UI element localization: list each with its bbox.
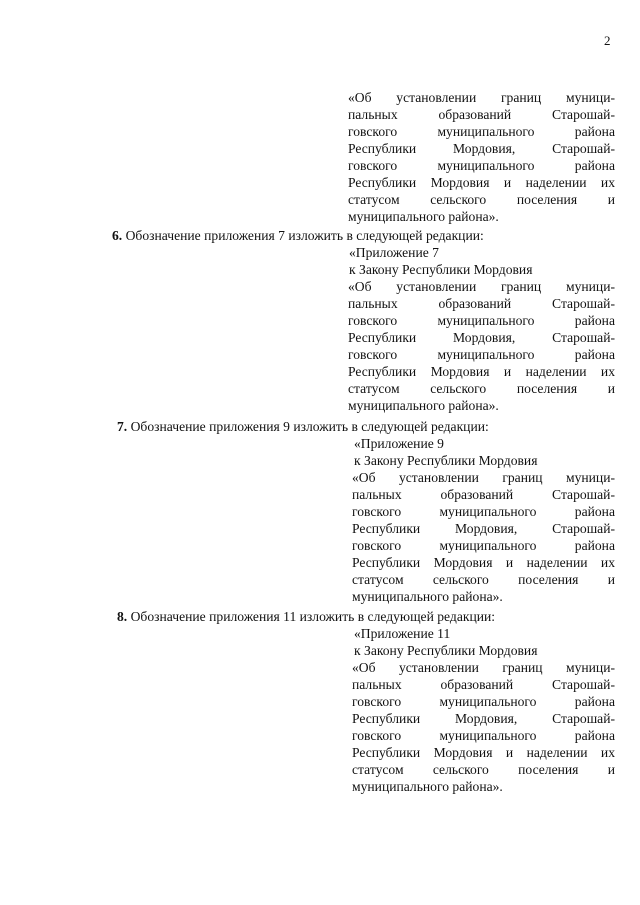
item-heading	[117, 608, 495, 625]
appendix-title: «Приложение 9	[354, 436, 444, 451]
text-line: Республики Мордовия и наделении их	[348, 175, 615, 190]
text-line: говского муниципального района	[352, 728, 615, 743]
text-line: муниципального района».	[352, 589, 503, 604]
text-line: пальных образований Старошай-	[348, 107, 615, 122]
text-line: муниципального района».	[352, 779, 503, 794]
text-line: пальных образований Старошай-	[348, 296, 615, 311]
item-text: Обозначение приложения 9 изложить в следующей редакции:	[127, 419, 489, 434]
text-line: Республики Мордовия и наделении их	[352, 745, 615, 760]
text-line: пальных образований Старошай-	[352, 677, 615, 692]
text-line: муниципального района».	[348, 398, 499, 413]
item-number: 6.	[112, 228, 123, 243]
text-line: говского муниципального района	[352, 504, 615, 519]
text-line: говского муниципального района	[348, 347, 615, 362]
text-line: говского муниципального района	[352, 694, 615, 709]
page-number: 2	[604, 33, 611, 48]
text-line: говского муниципального района	[352, 538, 615, 553]
text-line: статусом сельского поселения и	[352, 762, 615, 777]
appendix-title: «Приложение 11	[354, 626, 451, 641]
text-line: Республики Мордовия и наделении их	[348, 364, 615, 379]
text-line: статусом сельского поселения и	[352, 572, 615, 587]
text-line: говского муниципального района	[348, 158, 615, 173]
text-line: «Об установлении границ муници-	[352, 660, 615, 675]
text-line: статусом сельского поселения и	[348, 381, 615, 396]
item-text: Обозначение приложения 11 изложить в следующей редакции:	[127, 609, 496, 624]
text-line: «Об установлении границ муници-	[352, 470, 615, 485]
text-line: Республики Мордовия, Старошай-	[348, 141, 615, 156]
text-line: Республики Мордовия, Старошай-	[352, 711, 615, 726]
law-reference: к Закону Республики Мордовия	[354, 453, 538, 468]
text-line: «Об установлении границ муници-	[348, 279, 615, 294]
text-line: говского муниципального района	[348, 124, 615, 139]
text-line: муниципального района».	[348, 209, 499, 224]
text-line: пальных образований Старошай-	[352, 487, 615, 502]
item-heading	[117, 418, 489, 435]
text-line: Республики Мордовия и наделении их	[352, 555, 615, 570]
law-reference: к Закону Республики Мордовия	[349, 262, 533, 277]
item-heading	[112, 227, 484, 244]
item-number: 7.	[117, 419, 128, 434]
text-line: «Об установлении границ муници-	[348, 90, 615, 105]
text-line: Республики Мордовия, Старошай-	[352, 521, 615, 536]
law-reference: к Закону Республики Мордовия	[354, 643, 538, 658]
text-line: статусом сельского поселения и	[348, 192, 615, 207]
text-line: Республики Мордовия, Старошай-	[348, 330, 615, 345]
item-number: 8.	[117, 609, 128, 624]
text-line: говского муниципального района	[348, 313, 615, 328]
item-text: Обозначение приложения 7 изложить в следующей редакции:	[122, 228, 484, 243]
appendix-title: «Приложение 7	[349, 245, 439, 260]
